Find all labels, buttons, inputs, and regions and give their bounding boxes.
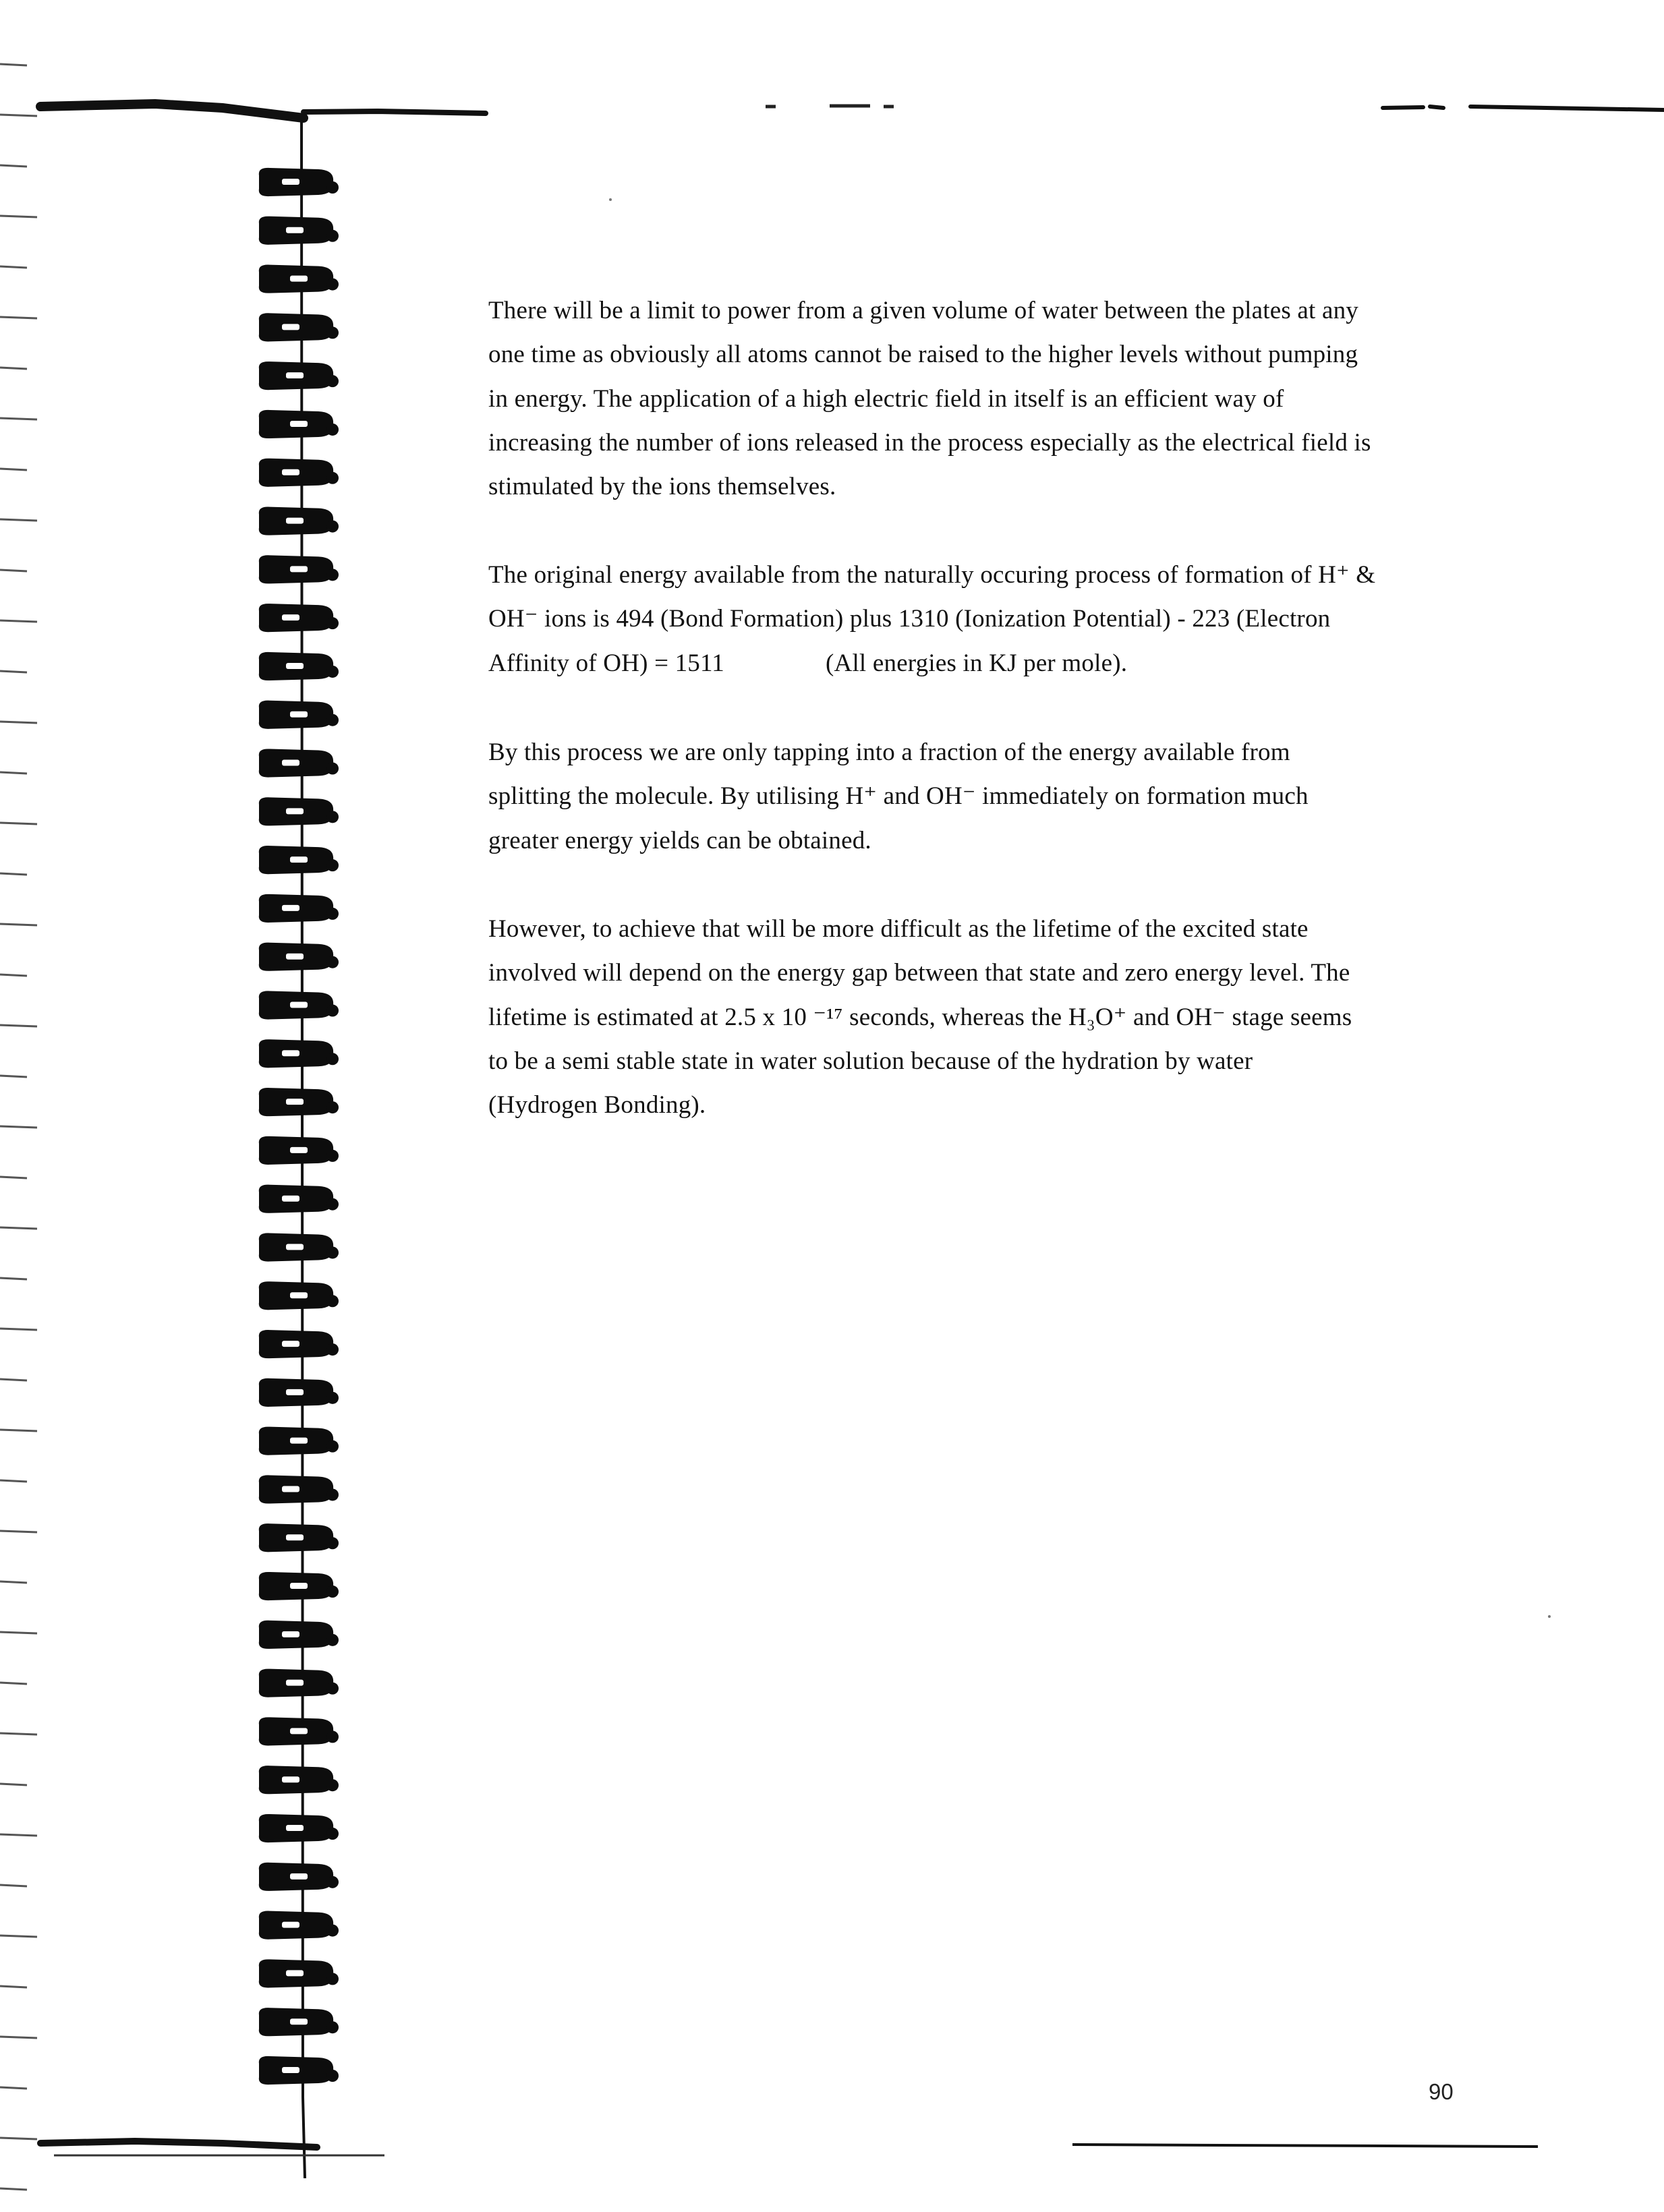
binding-coil <box>259 894 339 923</box>
text-line: one time as obviously all atoms cannot be raised to the higher levels without pumping <box>488 341 1358 369</box>
perforation-tick <box>0 1177 27 1178</box>
text-line: involved will depend on the energy gap between that state and zero energy level. The <box>488 959 1350 987</box>
binding-coil <box>259 1717 339 1745</box>
text-line: By this process we are only tapping into a fraction of the energy available from <box>488 738 1290 766</box>
binding-coil <box>259 1814 339 1842</box>
paragraph-tapping-fraction <box>488 730 1500 863</box>
binding-coil <box>259 216 339 245</box>
perforation-tick <box>0 2188 27 2190</box>
binding-coil <box>259 506 339 535</box>
perforation-tick <box>0 1834 37 1836</box>
binding-coil <box>259 1088 339 1116</box>
perforation-tick <box>0 266 27 268</box>
paragraph-power-limit <box>488 289 1500 508</box>
binding-coil <box>259 1281 339 1310</box>
text-line: (Hydrogen Bonding). <box>488 1091 706 1119</box>
paragraph-excited-state <box>488 907 1500 1127</box>
binding-coil <box>259 459 339 487</box>
binding-coil <box>259 1572 339 1600</box>
binding-coil <box>259 1039 339 1068</box>
text-line: OH⁻ ions is 494 (Bond Formation) plus 1310 (Ionization Potential) - 223 (Electron <box>488 605 1331 633</box>
perforation-tick <box>0 1986 27 1987</box>
perforation-tick <box>0 2087 27 2089</box>
perforation-tick <box>0 1025 37 1026</box>
perforation-tick <box>0 671 27 672</box>
perforation-tick <box>0 823 37 824</box>
perforation-tick <box>0 1430 37 1431</box>
perforation-tick <box>0 1885 27 1886</box>
binding-coil <box>259 1185 339 1213</box>
perforation-tick <box>0 1936 37 1937</box>
text-line: in energy. The application of a high electric field in itself is an efficient way of <box>488 384 1284 413</box>
perforation-tick <box>0 418 37 419</box>
binding-coil <box>259 652 339 680</box>
text-line: There will be a limit to power from a given volume of water between the plates at any <box>488 297 1358 324</box>
binding-coil <box>259 991 339 1019</box>
perforation-tick <box>0 216 37 217</box>
perforation-tick <box>0 2037 37 2038</box>
energy-units-note: (All energies in KJ per mole). <box>826 649 1128 677</box>
text-line: However, to achieve that will be more difficult as the lifetime of the excited state <box>488 915 1309 943</box>
perforation-tick <box>0 620 37 622</box>
perforation-tick <box>0 1076 27 1077</box>
perforation-tick <box>0 1733 37 1735</box>
perforation-tick <box>0 772 27 774</box>
text-line: splitting the molecule. By utilising H⁺ and OH⁻ immediately on formation much <box>488 782 1309 811</box>
binding-coil <box>259 410 339 438</box>
binding-coil <box>259 797 339 825</box>
perforation-tick <box>0 1379 27 1380</box>
perforation-tick <box>0 64 27 65</box>
binding-coil <box>259 2056 339 2085</box>
binding-coil <box>259 1427 339 1455</box>
text-line: increasing the number of ions released in the process especially as the electrical field is <box>488 428 1371 457</box>
binding-coil <box>259 1136 339 1165</box>
perforation-tick <box>0 1581 27 1583</box>
binding-coil <box>259 1621 339 1649</box>
perforation-tick <box>0 873 27 875</box>
perforation-tick <box>0 1683 27 1684</box>
perforation-tick <box>0 1784 27 1785</box>
binding-coil <box>259 701 339 729</box>
text-line: The original energy available from the naturally occuring process of formation of H⁺ & <box>488 561 1376 589</box>
binding-coil <box>259 1475 339 1503</box>
text-line: stimulated by the ions themselves. <box>488 473 836 501</box>
perforation-tick <box>0 1329 37 1330</box>
perforation-tick <box>0 2138 37 2139</box>
binding-coil <box>259 361 339 390</box>
perforation-tick <box>0 1480 27 1482</box>
energy-equation: Affinity of OH) = 1511 <box>488 649 725 677</box>
binding-coil <box>259 1378 339 1407</box>
perforation-tick <box>0 1632 37 1633</box>
binding-coil <box>259 943 339 971</box>
perforation-tick <box>0 165 27 167</box>
binding-coil <box>259 1863 339 1891</box>
binding-coil <box>259 265 339 293</box>
perforation-tick <box>0 317 37 318</box>
binding-coil <box>259 1330 339 1358</box>
perforation-tick <box>0 368 27 369</box>
binding-coil <box>259 604 339 632</box>
perforation-tick <box>0 519 37 521</box>
perforation-tick <box>0 974 27 976</box>
text-line: to be a semi stable state in water solution because of the hydration by water <box>488 1047 1253 1075</box>
binding-coil <box>259 1766 339 1794</box>
binding-coil <box>259 1669 339 1697</box>
page-number: 90 <box>1429 2079 1454 2104</box>
binding-coil <box>259 555 339 583</box>
text-line <box>488 641 1500 685</box>
binding-coil <box>259 2008 339 2036</box>
perforation-tick <box>0 1126 37 1128</box>
perforation-tick <box>0 115 37 116</box>
perforation-tick <box>0 924 37 925</box>
binding-coil <box>259 1233 339 1261</box>
binding-coil <box>259 168 339 196</box>
binding-coil <box>259 1523 339 1552</box>
text-line: greater energy yields can be obtained. <box>488 826 871 854</box>
perforation-tick <box>0 722 37 723</box>
paragraph-original-energy <box>488 553 1500 685</box>
binding-coil <box>259 1911 339 1940</box>
binding-coil <box>259 313 339 341</box>
perforation-tick <box>0 1227 37 1229</box>
perforation-tick <box>0 469 27 470</box>
perforation-tick <box>0 1531 37 1532</box>
binding-coil <box>259 749 339 777</box>
text-line: lifetime is estimated at 2.5 x 10 ⁻¹⁷ seconds, whereas the H₃O⁺ and OH⁻ stage seems <box>488 1003 1352 1031</box>
perforation-tick <box>0 1278 27 1279</box>
binding-coil <box>259 1959 339 1987</box>
binding-coil <box>259 846 339 874</box>
perforation-tick <box>0 570 27 571</box>
